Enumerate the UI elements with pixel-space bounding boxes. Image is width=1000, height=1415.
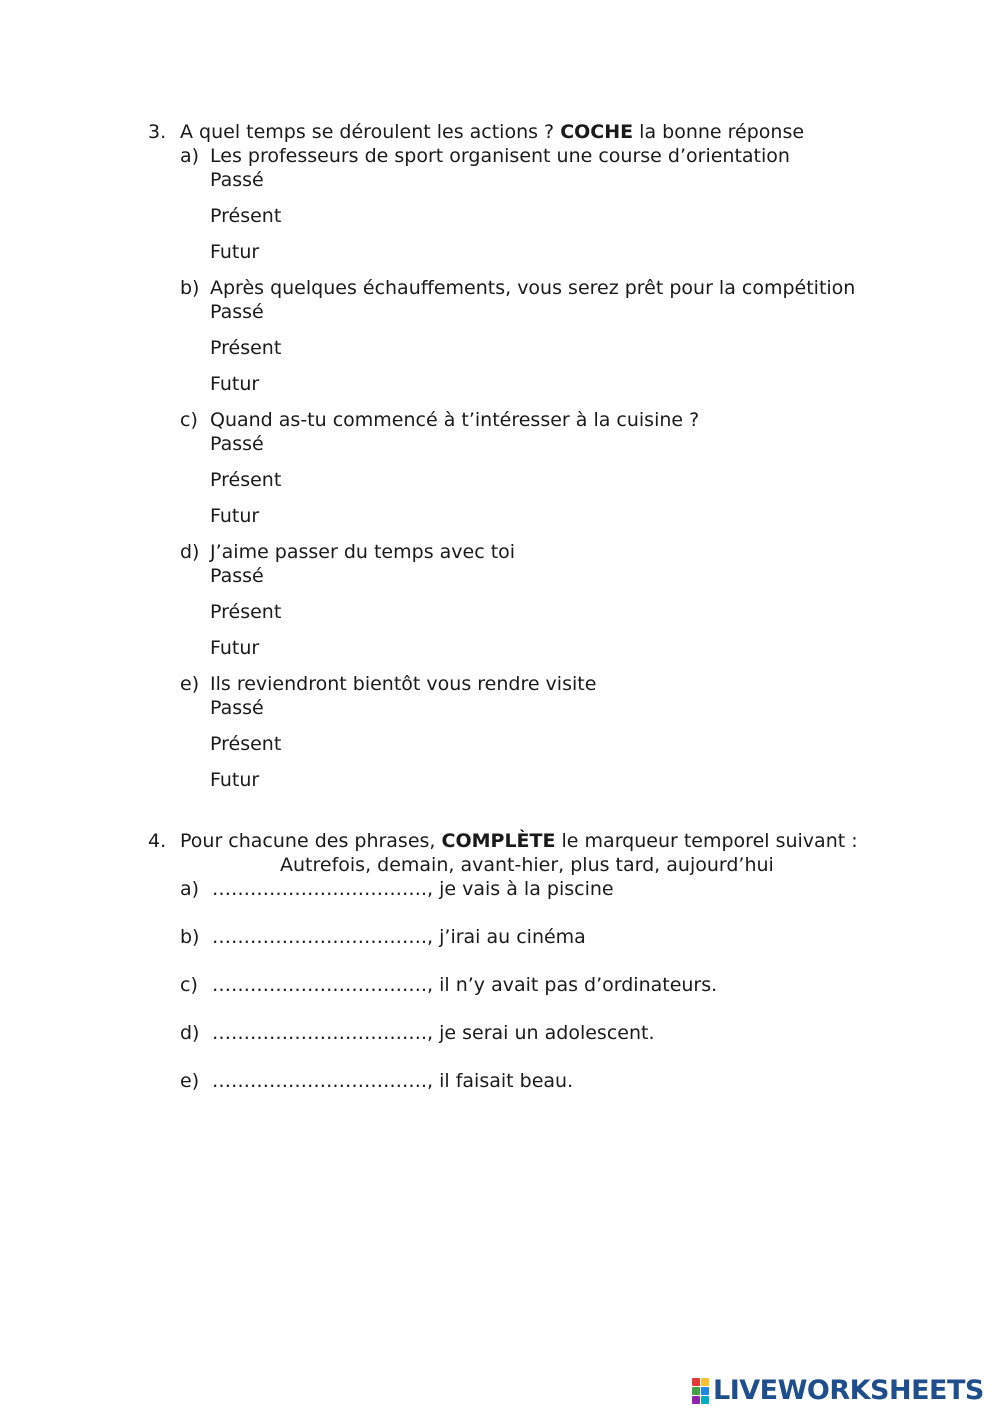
q3-option-present[interactable]: Présent	[210, 601, 282, 623]
q4-sentence-text: , il n’y avait pas d’ordinateurs.	[427, 974, 718, 996]
q3-prompt-keyword: COCHE	[560, 121, 634, 143]
q4-item	[212, 1021, 654, 1045]
q4-sentence-text: , j’irai au cinéma	[427, 926, 586, 948]
q3-option-present[interactable]: Présent	[210, 205, 282, 227]
logo-mark-icon	[692, 1378, 709, 1404]
logo-square	[692, 1387, 700, 1395]
q4-sentence-text: , il faisait beau.	[427, 1070, 574, 1092]
q4-item	[212, 877, 614, 901]
q3-item-sentence: Quand as-tu commencé à t’intéresser à la cuisine ?	[210, 409, 700, 431]
q4-item-letter: e)	[180, 1070, 200, 1092]
q4-blank-input[interactable]: …………………………….	[212, 1070, 428, 1092]
q4-item-letter: a)	[180, 878, 200, 900]
logo-square	[701, 1378, 709, 1386]
q4-item	[212, 925, 586, 949]
q3-item-sentence: J’aime passer du temps avec toi	[210, 541, 516, 563]
q3-option-passe[interactable]: Passé	[210, 301, 264, 323]
q4-prompt-keyword: COMPLÈTE	[441, 830, 556, 852]
q3-prompt-rest: la bonne réponse	[639, 121, 805, 143]
q4-item-letter: b)	[180, 926, 200, 948]
q4-item-letter: d)	[180, 1022, 200, 1044]
logo-square	[701, 1387, 709, 1395]
q3-item-letter: e)	[180, 673, 200, 695]
q4-blank-input[interactable]: …………………………….	[212, 974, 428, 996]
q3-option-passe[interactable]: Passé	[210, 169, 264, 191]
q4-item	[212, 1069, 573, 1093]
q3-item-letter: a)	[180, 145, 200, 167]
q3-option-present[interactable]: Présent	[210, 337, 282, 359]
q4-prompt-text: Pour chacune des phrases,	[180, 830, 436, 852]
q4-sentence-text: , je vais à la piscine	[427, 878, 614, 900]
q3-option-passe[interactable]: Passé	[210, 433, 264, 455]
q4-blank-input[interactable]: …………………………….	[212, 926, 428, 948]
q3-option-present[interactable]: Présent	[210, 733, 282, 755]
liveworksheets-logo	[692, 1376, 984, 1406]
q3-option-futur[interactable]: Futur	[210, 373, 260, 395]
q3-option-futur[interactable]: Futur	[210, 769, 260, 791]
logo-text: LIVEWORKSHEETS	[713, 1375, 984, 1406]
logo-square	[692, 1378, 700, 1386]
q3-item-letter: c)	[180, 409, 198, 431]
q3-option-present[interactable]: Présent	[210, 469, 282, 491]
q4-number: 4.	[148, 830, 167, 852]
q3-option-futur[interactable]: Futur	[210, 505, 260, 527]
q4-prompt-rest: le marqueur temporel suivant :	[561, 830, 858, 852]
q3-number: 3.	[148, 121, 167, 143]
q3-option-passe[interactable]: Passé	[210, 697, 264, 719]
q3-item-sentence: Les professeurs de sport organisent une course d’orientation	[210, 145, 790, 167]
q3-prompt	[180, 120, 804, 144]
q4-prompt	[180, 829, 858, 853]
q3-item-sentence: Ils reviendront bientôt vous rendre visite	[210, 673, 597, 695]
q3-item-letter: b)	[180, 277, 200, 299]
q3-item-letter: d)	[180, 541, 200, 563]
q4-blank-input[interactable]: …………………………….	[212, 878, 428, 900]
q4-item-letter: c)	[180, 974, 198, 996]
q4-sentence-text: , je serai un adolescent.	[427, 1022, 655, 1044]
logo-square	[701, 1396, 709, 1404]
q4-item	[212, 973, 717, 997]
q3-option-futur[interactable]: Futur	[210, 241, 260, 263]
q4-word-bank: Autrefois, demain, avant-hier, plus tard, aujourd’hui	[280, 854, 774, 876]
q3-prompt-text: A quel temps se déroulent les actions ?	[180, 121, 555, 143]
q3-option-futur[interactable]: Futur	[210, 637, 260, 659]
q3-option-passe[interactable]: Passé	[210, 565, 264, 587]
logo-square	[692, 1396, 700, 1404]
q3-item-sentence: Après quelques échauffements, vous serez prêt pour la compétition	[210, 277, 856, 299]
q4-blank-input[interactable]: …………………………….	[212, 1022, 428, 1044]
